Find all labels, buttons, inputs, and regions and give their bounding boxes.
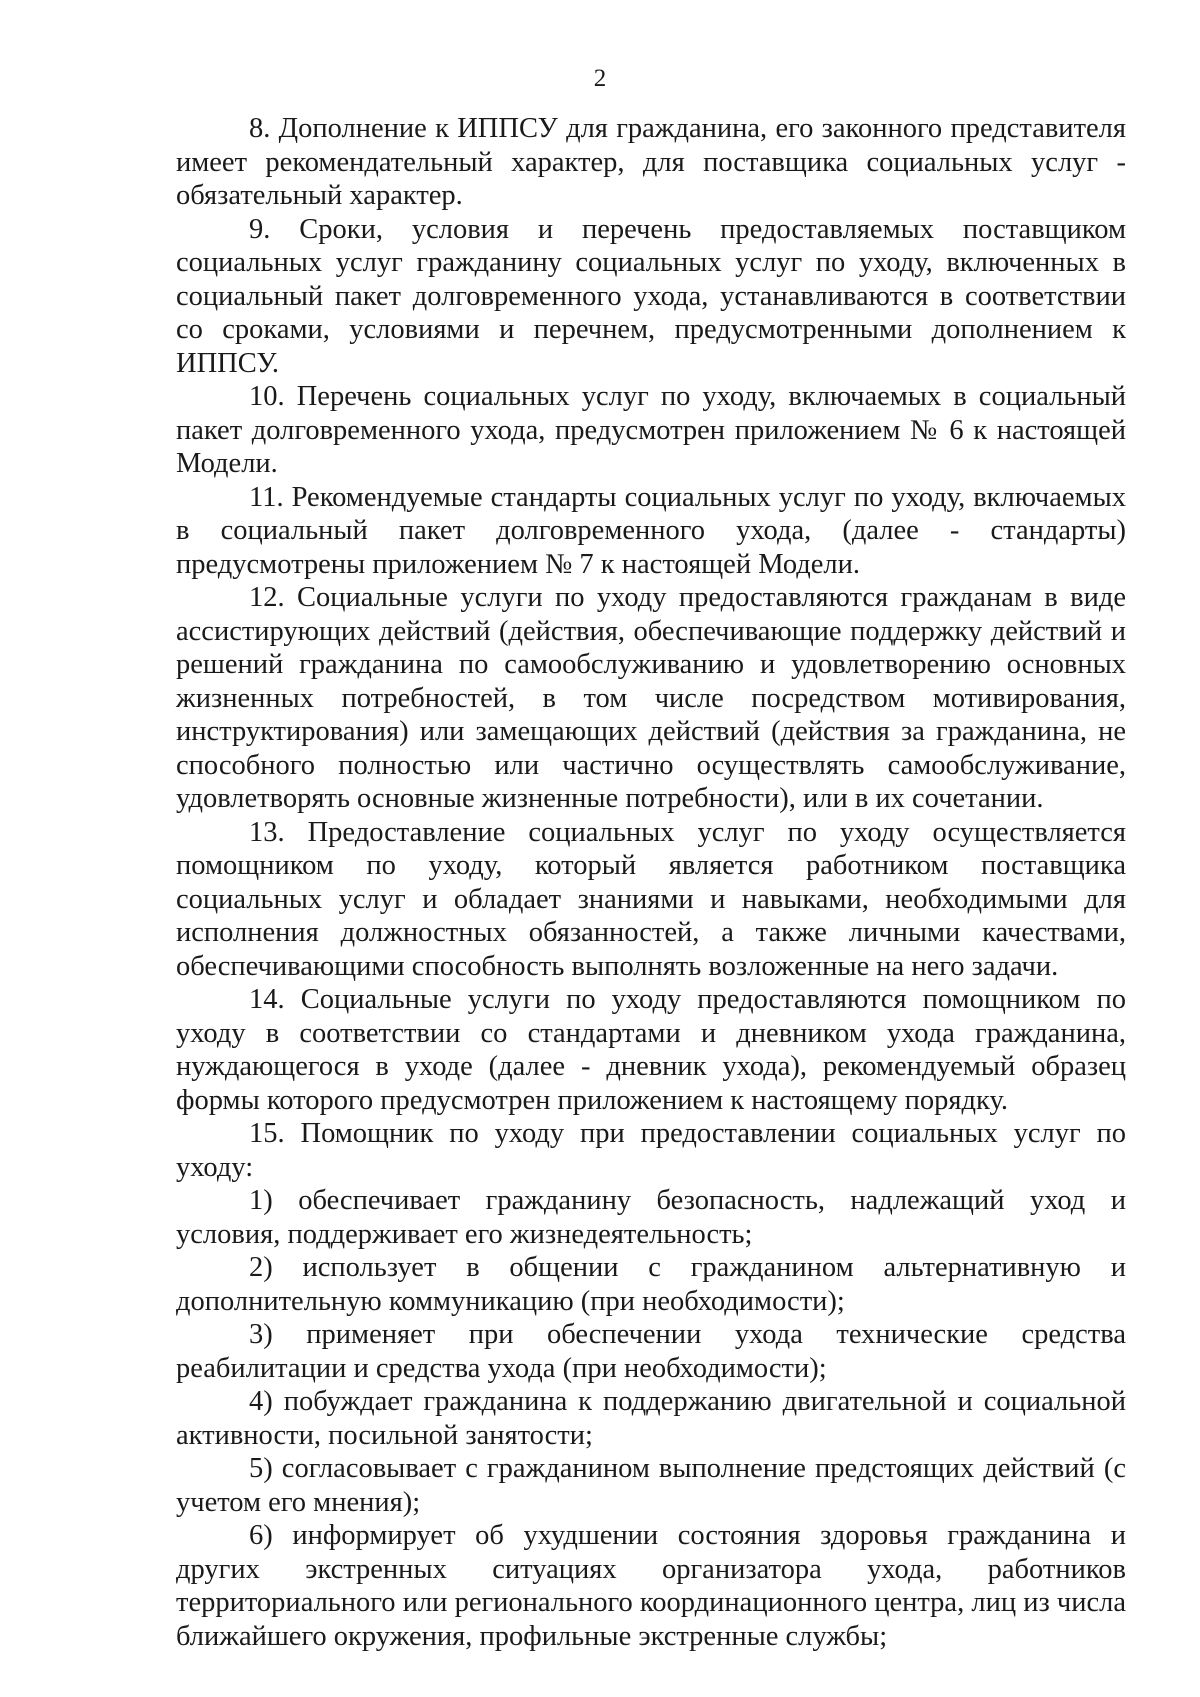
- paragraph-9: 9. Сроки, условия и перечень предоставляемых поставщиком социальных услуг гражданину социальных услуг по уходу, включенных в социальный пакет долговременного ухода, устанавливаются в соответствии со сроками, условиями и перечнем, предусмотренными дополнением к ИППСУ.: [176, 213, 1126, 379]
- paragraph-12: 12. Социальные услуги по уходу предоставляются гражданам в виде ассистирующих действий (действия, обеспечивающие поддержку действий и решений гражданина по самообслуживанию и удовлетворению основных жизненных потребностей, в том числе посредством мотивирования, инструктирования) или замещающих действий (действия за гражданина, не способного полностью или частично осуществлять самообслуживание, удовлетворять основные жизненные потребности), или в их сочетании.: [176, 582, 1126, 814]
- list-item-15-6: 6) информирует об ухудшении состояния здоровья гражданина и других экстренных ситуациях организатора ухода, работников территориального или регионального координационного центра, лиц из числа ближайшего окружения, профильные экстренные службы;: [176, 1520, 1126, 1652]
- list-item-15-3: 3) применяет при обеспечении ухода технические средства реабилитации и средства ухода (при необходимости);: [176, 1319, 1126, 1384]
- paragraph-8: 8. Дополнение к ИППСУ для гражданина, его законного представителя имеет рекомендательный характер, для поставщика социальных услуг - обязательный характер.: [176, 113, 1126, 211]
- list-item-15-4: 4) побуждает гражданина к поддержанию двигательной и социальной активности, посильной занятости;: [176, 1386, 1126, 1451]
- list-item-15-2: 2) использует в общении с гражданином альтернативную и дополнительную коммуникацию (при необходимости);: [176, 1252, 1126, 1317]
- list-item-15-1: 1) обеспечивает гражданину безопасность, надлежащий уход и условия, поддерживает его жизнедеятельность;: [176, 1185, 1126, 1250]
- paragraph-15: 15. Помощник по уходу при предоставлении социальных услуг по уходу:: [176, 1118, 1126, 1183]
- list-item-15-5: 5) согласовывает с гражданином выполнение предстоящих действий (с учетом его мнения);: [176, 1453, 1126, 1518]
- paragraph-10: 10. Перечень социальных услуг по уходу, включаемых в социальный пакет долговременного ухода, предусмотрен приложением № 6 к настоящей Модели.: [176, 381, 1126, 479]
- page-number: 2: [593, 65, 607, 92]
- document-body: [176, 112, 1126, 1653]
- paragraph-14: 14. Социальные услуги по уходу предоставляются помощником по уходу в соответствии со стандартами и дневником ухода гражданина, нуждающегося в уходе (далее - дневник ухода), рекомендуемый образец формы которого предусмотрен приложением к настоящему порядку.: [176, 984, 1126, 1116]
- paragraph-11: 11. Рекомендуемые стандарты социальных услуг по уходу, включаемых в социальный пакет долговременного ухода, (далее - стандарты) предусмотрены приложением № 7 к настоящей Модели.: [176, 481, 1126, 580]
- paragraph-13: 13. Предоставление социальных услуг по уходу осуществляется помощником по уходу, который является работником поставщика социальных услуг и обладает знаниями и навыками, необходимыми для исполнения должностных обязанностей, а также личными качествами, обеспечивающими способность выполнять возложенные на него задачи.: [176, 816, 1126, 982]
